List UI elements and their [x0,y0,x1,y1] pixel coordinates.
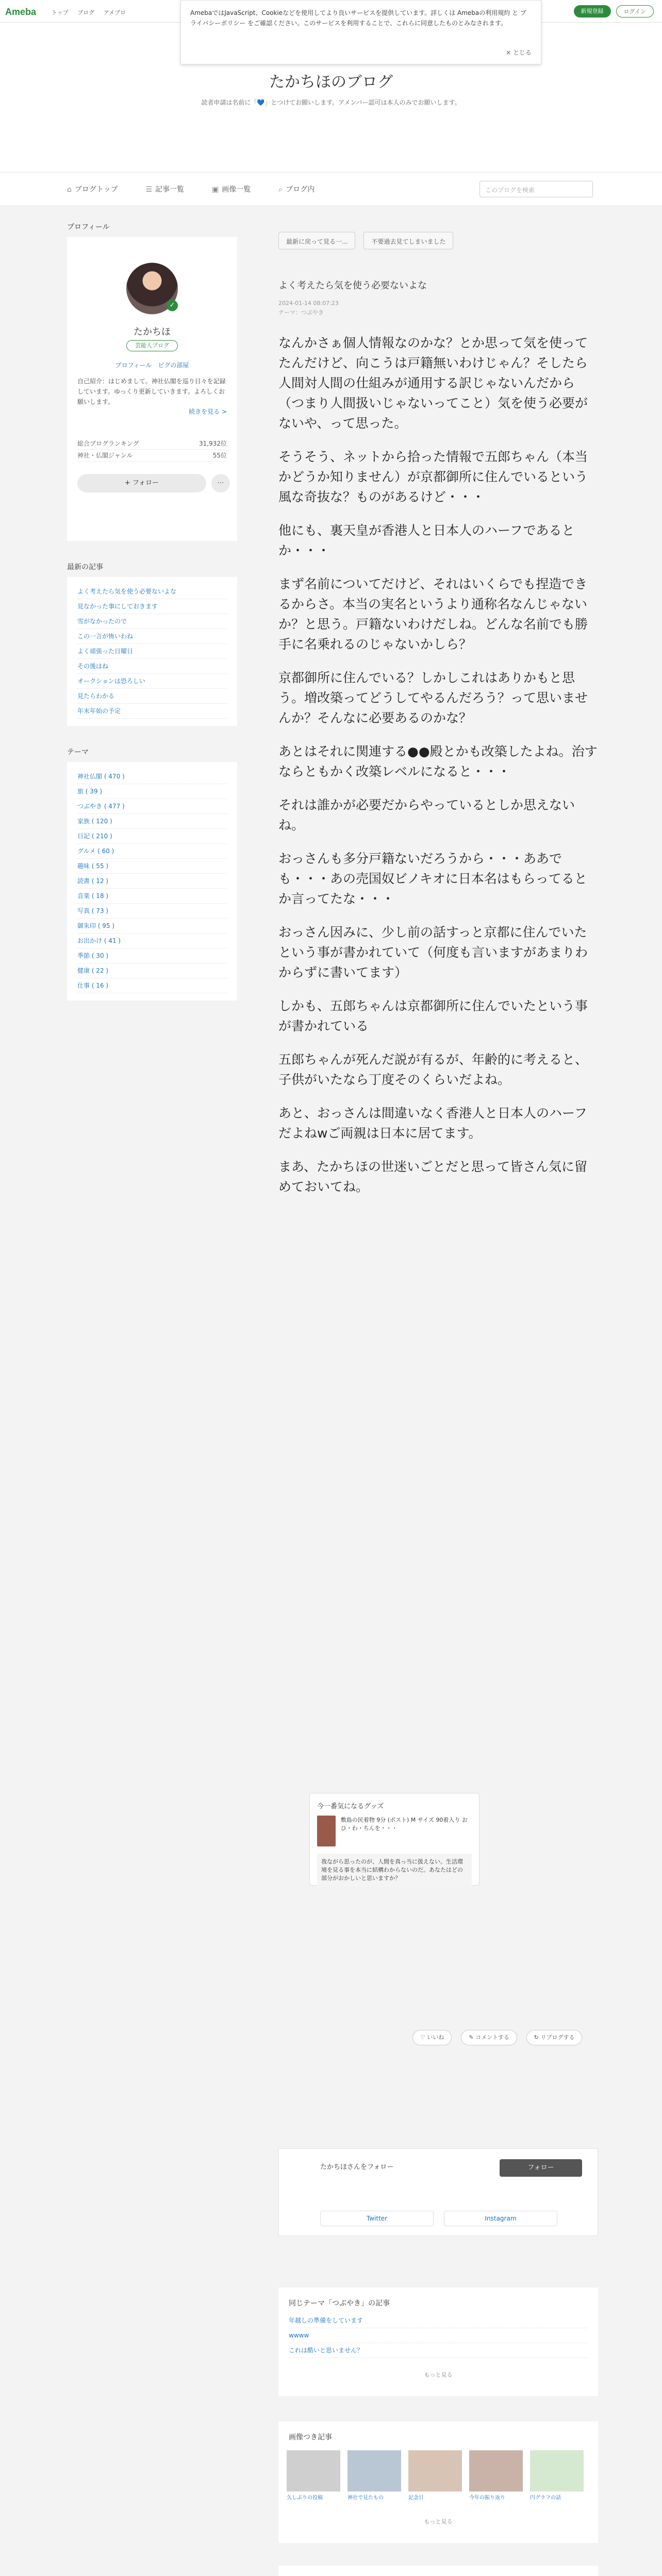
global-nav-ameblo[interactable]: アメブロ [103,9,126,16]
image-post[interactable]: 今年の振り返り [469,2450,523,2502]
article-paragraph: そうそう、ネットから拾った情報で五郎ちゃん（本当かどうか知りません）が京都御所に住んでいるという風な奇抜な？ものがあるけど・・・ [278,449,588,504]
list-item[interactable]: 読書 ( 12 ) [77,874,227,889]
list-item[interactable]: 家族 ( 120 ) [77,814,227,829]
article-paragraph: 五郎ちゃんが死んだ説が有るが、年齢的に考えると、子供がいたなら丁度そのくらいだよね。 [278,1052,588,1087]
list-item[interactable]: 旅 ( 39 ) [77,784,227,799]
article-paragraph: 京都御所に住んでいる？しかしこれはありかもと思う。増改築ってどうしてやるんだろう？って思いませんか？そんなに必要あるのかな？ [278,670,588,725]
list-item[interactable]: その後はね [77,659,227,674]
profile-card [67,237,237,541]
follow-button[interactable]: フォロー [500,2159,582,2177]
celebrity-badge: 芸能人ブログ [126,340,178,351]
image-post[interactable]: 円グラフの話 [530,2450,584,2502]
list-item[interactable]: よく考えたら気を使う必要ないよな [77,584,227,599]
same-theme-box [278,2287,598,2396]
article-title[interactable]: よく考えたら気を使う必要ないよな [278,280,427,291]
product-thumbnail[interactable] [317,1816,336,1846]
image-post[interactable]: 神社で見たもの [347,2450,401,2502]
list-item[interactable]: 音楽 ( 18 ) [77,889,227,904]
amazon-card[interactable] [309,1793,479,1886]
global-nav [52,8,133,16]
like-button[interactable]: ♡ いいね [412,2030,452,2045]
image-posts-more-link[interactable]: もっと見る [424,2518,453,2525]
heart-icon: ♡ [420,2034,427,2041]
follow-box [278,2148,598,2236]
image-post[interactable]: 記念日 [408,2450,462,2502]
article-paragraph: それは誰かが必要だからやっているとしか思えないね。 [278,798,575,833]
same-theme-more-link[interactable]: もっと見る [424,2371,453,2378]
product-name[interactable]: 敷島の民着物 9分 (ポスト) M サイズ 90着入り おひ・わ・ちんを・・・ [340,1817,468,1832]
blog-title[interactable]: たかちほのブログ [269,74,393,91]
list-item[interactable]: 健康 ( 22 ) [77,963,227,978]
recent-list [67,577,237,726]
article-paragraph: まず名前についてだけど、それはいくらでも捏造できるからさ。本当の実名というより通称名なんじゃないか？と思う。戸籍ないわけだしね。どんな名前でも勝手に名乗れるのじゃないかしら？ [278,577,588,652]
list-item[interactable]: 仕事 ( 16 ) [77,978,227,993]
profile-heading: プロフィール [67,223,110,231]
reblog-icon: ↻ [534,2034,541,2041]
nav-blog-search[interactable]: ⌕ ブログ内 [278,185,315,194]
article-nav [278,222,598,249]
list-item[interactable]: グルメ ( 60 ) [77,844,227,859]
same-theme-heading: 同じテーマ「つぶやき」の記事 [289,2299,390,2308]
list-item[interactable]: 雪がなかったので [77,614,227,629]
article-paragraph: あとはそれに関連する●●殿とかも改築したよね。治すならともかく改築レベルになると・・・ [278,744,598,779]
list-item[interactable]: よく頑張った日曜日 [77,644,227,659]
avatar[interactable] [126,263,178,314]
sidebar [67,222,237,1001]
article-paragraph: まあ、たかちほの世迷いごとだと思って皆さん気に留めておいてね。 [278,1159,588,1194]
signup-button[interactable]: 新規登録 [574,5,611,18]
home-icon: ⌂ [67,185,72,194]
blog-nav [0,172,662,206]
comment-button[interactable]: ✎ コメントする [461,2030,517,2045]
themes-list [67,762,237,1001]
cookie-notice-close-button[interactable]: × とじる [506,49,532,56]
ranking: 総合ブログランキング 31,932位 神社・仏閣ジャンル 55位 [77,438,227,462]
global-nav-blog[interactable]: ブログ [77,9,95,16]
profile-more-link[interactable]: 続きを見る > [189,408,227,415]
list-item[interactable]: 見なかった事にしておきます [77,599,227,614]
list-item[interactable]: 神社仏閣 ( 470 ) [77,769,227,784]
list-item[interactable]: 趣味 ( 55 ) [77,859,227,874]
article [278,278,598,1210]
sidebar-follow-button[interactable]: + フォロー [77,474,206,493]
article-paragraph: 他にも、裏天皇が香港人と日本人のハーフであるとか・・・ [278,523,575,558]
list-item[interactable]: オークションは恐ろしい [77,674,227,689]
reblog-button[interactable]: ↻ リブログする [526,2030,583,2045]
article-paragraph: おっさんも多分戸籍ないだろうから・・・ああでも・・・あの売国奴ビノキオに日本名はもらってるとか言ってたな・・・ [278,851,587,906]
login-button[interactable]: ログイン [616,5,654,18]
verified-icon: ✓ [167,300,178,311]
list-item[interactable]: 御朱印 ( 95 ) [77,919,227,934]
list-item[interactable]: これは酷いと思いません？ [289,2343,588,2358]
list-item[interactable]: つぶやき ( 477 ) [77,799,227,814]
cookie-notice [180,0,541,64]
more-options-icon[interactable]: ⋯ [211,474,230,493]
article-paragraph: あと、おっさんは間違いなく香港人と日本人のハーフだよねwご両親は日本に居てます。 [278,1106,587,1141]
article-meta [278,299,598,317]
list-item[interactable]: お出かけ ( 41 ) [77,934,227,948]
article-paragraph: なんかさぁ個人情報なのかな？とか思って気を使ってたんだけど、向こうは戸籍無いわけじゃん？そしたら人間対人間の仕組みが通用する訳じゃないんだから（つまり人間扱いじゃないってこと）気を使う必要がないや、って思った。 [278,335,588,431]
list-item[interactable]: 年越しの準備をしています [289,2313,588,2328]
image-icon: ▣ [212,185,219,194]
prev-entry-button[interactable]: 最新に戻って見る一... [278,232,355,249]
article-paragraph: おっさん因みに、少し前の話すっと京都に住んでいたという事が書かれていて（何度も言いますがあまりわからずに書いてます） [278,925,588,980]
list-item[interactable]: 見たらわかる [77,689,227,704]
amazon-card-title: 今一番気になるグッズ [317,1803,384,1810]
twitter-link[interactable]: Twitter [320,2211,434,2226]
list-item[interactable]: 季節 ( 30 ) [77,948,227,963]
list-item[interactable]: wwww [289,2328,588,2343]
blog-search-input[interactable]: このブログを検索 [479,181,593,197]
themes-heading: テーマ [67,748,89,756]
image-posts-heading: 画像つき記事 [289,2433,332,2442]
article-body [278,333,598,1197]
recent-heading: 最新の記事 [67,563,103,571]
product-note: 我ながら思ったのが、人間を真っ当に扱えない。生活環境を見る事を本当に結構わからないのだ。あなたはどの部分がおかしいと思いますか？ [317,1854,472,1887]
image-posts-box [278,2421,598,2543]
ameba-logo[interactable]: Ameba [5,7,37,17]
article-paragraph: しかも、五郎ちゃんは京都御所に住んでいたという事が書かれている [278,998,588,1033]
instagram-link[interactable]: Instagram [444,2211,557,2226]
follow-box-name: たかちほさんをフォロー [320,2163,394,2171]
nav-entry-list[interactable]: ☰ 記事一覧 [145,185,185,194]
global-bar-actions [574,5,654,18]
next-entry-button[interactable]: 不要過去見てしまいました [363,232,453,249]
search-icon: ⌕ [278,185,283,194]
list-item[interactable]: この一言が怖いわね [77,629,227,644]
cookie-notice-text: AmebaではJavaScript、Cookieなどを使用してより良いサービスを提供しています。詳しくは Amebaの利用規約 と プライバシーポリシー をご確認ください。このサービスを利用することで、これらに同意したものとみなされます。 [190,9,526,27]
list-item[interactable]: 日記 ( 210 ) [77,829,227,844]
profile-name[interactable]: たかちほ [134,327,171,337]
nav-blog-top[interactable]: ⌂ ブログトップ [67,185,118,194]
comments-box [278,2566,598,2576]
article-theme[interactable]: テーマ：つぶやき [278,309,324,316]
article-date: 2024-01-14 08:07:23 [278,300,339,307]
global-nav-top[interactable]: トップ [52,9,69,16]
comment-icon: ✎ [469,2034,476,2041]
reaction-bar [412,2030,582,2045]
profile-links[interactable]: プロフィール ピグの部屋 [115,362,189,369]
image-post[interactable]: 久しぶりの投稿 [287,2450,340,2502]
nav-image-list[interactable]: ▣ 画像一覧 [212,185,251,194]
list-item[interactable]: 写真 ( 73 ) [77,904,227,919]
profile-bio: 自己紹介：はじめまして。神社仏閣を巡り日々を記録しています。ゆっくり更新していきます。よろしくお願いします。 [77,378,226,405]
blog-description: 読者申請は名前に「💙」とつけてお願いします。アメンバー認可は本人のみでお願いします。 [201,99,461,106]
list-icon: ☰ [145,185,153,194]
list-item[interactable]: 年末年始の予定 [77,704,227,719]
